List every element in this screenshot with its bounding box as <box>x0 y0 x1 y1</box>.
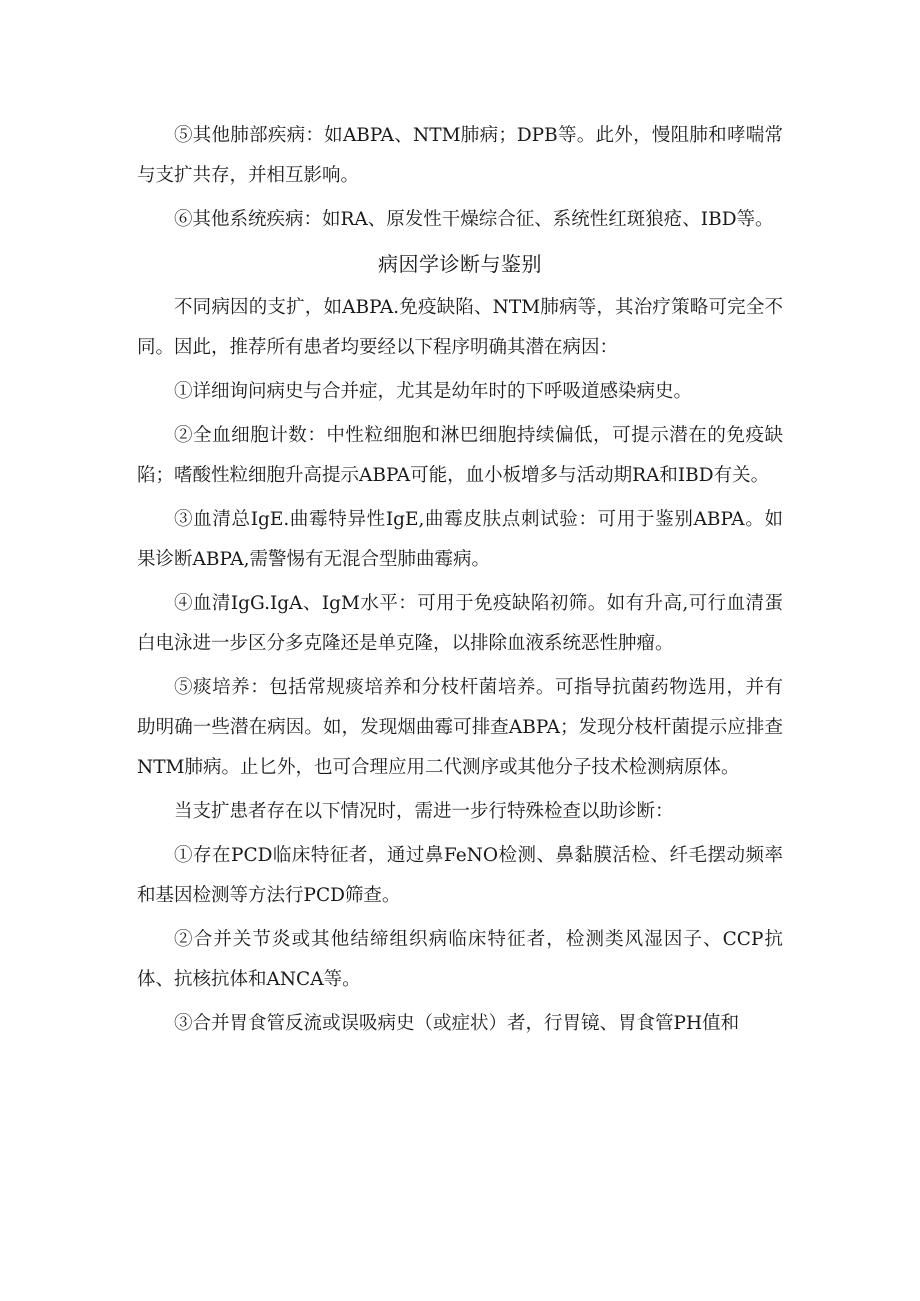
paragraph-other-system-diseases: ⑥其他系统疾病：如RA、原发性干燥综合征、系统性红斑狼疮、IBD等。 <box>174 209 774 230</box>
paragraph-special-2: ②合并关节炎或其他结缔组织病临床特征者，检测类风湿因子、CCP抗体、抗核抗体和ANCA等。 <box>137 929 783 990</box>
paragraph-step-2: ②全血细胞计数：中性粒细胞和淋巴细胞持续偏低，可提示潜在的免疫缺陷；嗜酸性粒细胞升高提示ABPA可能，血小板增多与活动期RA和IBD有关。 <box>137 425 783 486</box>
document-body <box>137 116 783 1048</box>
paragraph-special-1: ①存在PCD临床特征者，通过鼻FeNO检测、鼻黏膜活检、纤毛摆动频率和基因检测等方法行PCD筛查。 <box>137 845 783 906</box>
section-heading: 病因学诊断与鉴别 <box>378 252 542 276</box>
paragraph-intro: 不同病因的支扩，如ABPA.免疫缺陷、NTM肺病等，其治疗策略可完全不同。因此，推荐所有患者均要经以下程序明确其潜在病因： <box>137 297 783 358</box>
paragraph-step-3: ③血清总IgE.曲霉特异性IgE,曲霉皮肤点刺试验：可用于鉴别ABPA。如果诊断ABPA,需警惕有无混合型肺曲霉病。 <box>137 509 783 570</box>
paragraph-special-3: ③合并胃食管反流或误吸病史（或症状）者，行胃镜、胃食管PH值和 <box>174 1013 740 1034</box>
paragraph-step-5: ⑤痰培养：包括常规痰培养和分枝杆菌培养。可指导抗菌药物选用，并有助明确一些潜在病因。如，发现烟曲霉可排查ABPA；发现分枝杆菌提示应排查NTM肺病。止匕外，也可合理应用二代测序或其他分子技术检测病原体。 <box>137 677 783 778</box>
paragraph-step-1: ①详细询问病史与合并症，尤其是幼年时的下呼吸道感染病史。 <box>174 381 693 402</box>
paragraph-special-exams-intro: 当支扩患者存在以下情况时，需进一步行特殊检查以助诊断： <box>174 801 674 822</box>
paragraph-other-lung-diseases: ⑤其他肺部疾病：如ABPA、NTM肺病；DPB等。此外，慢阻肺和哮喘常与支扩共存，并相互影响。 <box>137 125 783 186</box>
paragraph-step-4: ④血清IgG.IgA、IgM水平：可用于免疫缺陷初筛。如有升高,可行血清蛋白电泳进一步区分多克隆还是单克隆，以排除血液系统恶性肿瘤。 <box>137 593 783 654</box>
